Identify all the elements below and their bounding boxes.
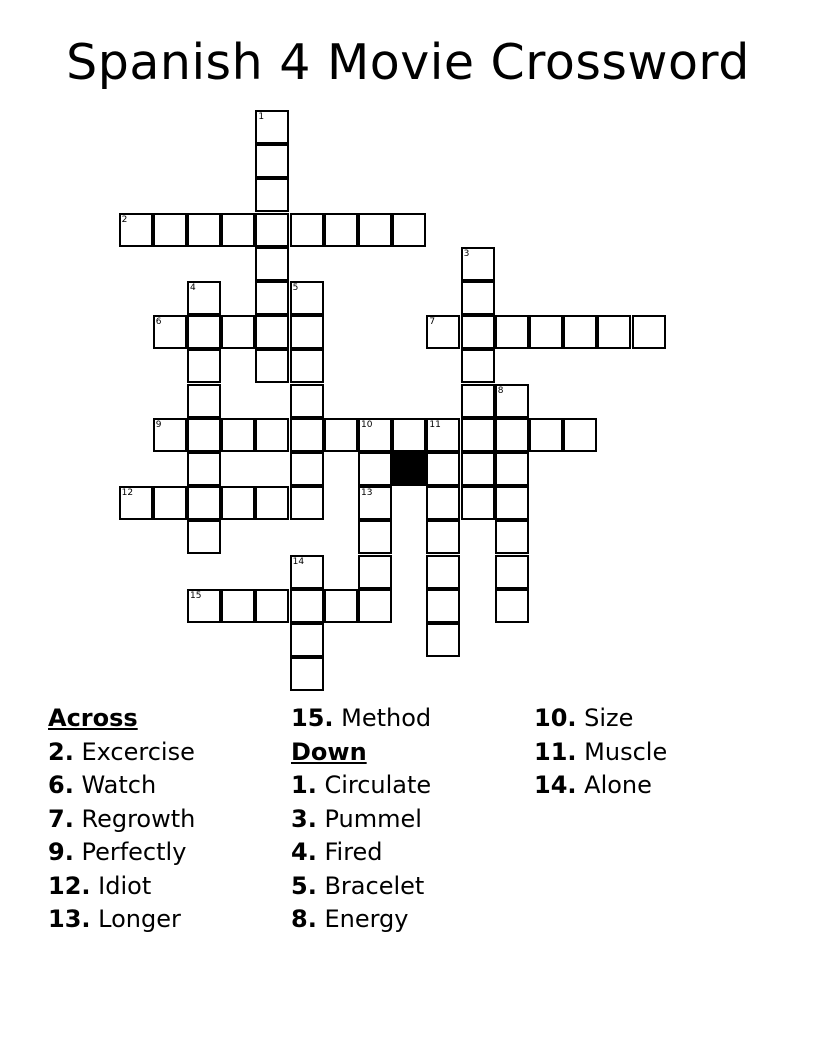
clue-down-4: 4. Fired	[291, 838, 383, 866]
grid-cell[interactable]	[187, 589, 221, 623]
grid-cell[interactable]	[187, 418, 221, 452]
grid-cell[interactable]	[153, 315, 187, 349]
grid-cell[interactable]	[187, 315, 221, 349]
grid-cell[interactable]	[255, 349, 289, 383]
grid-cell[interactable]	[255, 315, 289, 349]
clue-number: 6	[155, 317, 162, 328]
clue-number: 11	[429, 419, 441, 430]
clue-number: 15	[190, 590, 202, 601]
grid-cell[interactable]	[187, 384, 221, 418]
grid-cell[interactable]	[324, 589, 358, 623]
grid-cell[interactable]	[324, 418, 358, 452]
grid-cell[interactable]	[324, 213, 358, 247]
grid-cell[interactable]	[221, 315, 255, 349]
grid-cell[interactable]	[461, 349, 495, 383]
grid-cell[interactable]	[358, 520, 392, 554]
grid-cell[interactable]	[187, 281, 221, 315]
clue-across-9: 9. Perfectly	[48, 838, 187, 866]
clue-down-5: 5. Bracelet	[291, 871, 425, 900]
grid-cell[interactable]	[461, 452, 495, 486]
grid-cell[interactable]	[221, 589, 255, 623]
grid-cell[interactable]	[358, 213, 392, 247]
clue-down-10: 10. Size	[534, 704, 634, 732]
grid-cell[interactable]	[290, 349, 324, 383]
grid-cell[interactable]	[495, 555, 529, 589]
grid-cell[interactable]	[255, 247, 289, 281]
grid-cell[interactable]	[290, 418, 324, 452]
grid-cell[interactable]	[426, 418, 460, 452]
grid-cell[interactable]	[187, 213, 221, 247]
grid-cell[interactable]	[358, 555, 392, 589]
grid-cell[interactable]	[187, 486, 221, 520]
grid-cell[interactable]	[290, 589, 324, 623]
clue-down-14: 14. Alone	[534, 771, 652, 799]
grid-cell[interactable]	[255, 110, 289, 144]
clue-number: 7	[429, 317, 436, 328]
grid-cell[interactable]	[529, 315, 563, 349]
grid-cell[interactable]	[426, 589, 460, 623]
clue-number: 2	[121, 214, 128, 225]
clue-column-2	[291, 702, 431, 937]
grid-cell[interactable]	[495, 589, 529, 623]
clue-number: 4	[190, 283, 196, 293]
clue-column-1	[48, 702, 195, 937]
grid-cell[interactable]	[153, 213, 187, 247]
clue-across-2: 2. Excercise	[48, 737, 195, 766]
grid-cell[interactable]	[597, 315, 631, 349]
clue-across-13: 13. Longer	[48, 905, 181, 933]
grid-cell[interactable]	[290, 623, 324, 657]
grid-cell[interactable]	[495, 486, 529, 520]
clue-number: 14	[292, 556, 305, 567]
grid-cell[interactable]	[255, 213, 289, 247]
grid-cell[interactable]	[290, 384, 324, 418]
page-title: Spanish 4 Movie Crossword	[66, 34, 750, 91]
grid-cell[interactable]	[426, 555, 460, 589]
grid-cell[interactable]	[290, 555, 324, 589]
grid-cell[interactable]	[632, 315, 666, 349]
down-heading: Down	[291, 737, 367, 766]
clue-number: 8	[497, 385, 504, 396]
grid-cell[interactable]	[290, 657, 324, 691]
grid-cell[interactable]	[461, 486, 495, 520]
grid-cell[interactable]	[221, 418, 255, 452]
grid-cell[interactable]	[358, 486, 392, 520]
grid-cell[interactable]	[392, 418, 426, 452]
grid-cell[interactable]	[290, 486, 324, 520]
grid-cell[interactable]	[529, 418, 563, 452]
grid-cell[interactable]	[187, 520, 221, 554]
grid-cell[interactable]	[290, 452, 324, 486]
grid-cell[interactable]	[290, 213, 324, 247]
grid-cell[interactable]	[290, 281, 324, 315]
grid-cell[interactable]	[358, 452, 392, 486]
grid-cell[interactable]	[290, 315, 324, 349]
grid-cell[interactable]	[461, 281, 495, 315]
clue-number: 3	[463, 248, 470, 259]
shaded-cell	[392, 452, 426, 486]
grid-cell[interactable]	[255, 418, 289, 452]
grid-cell[interactable]	[495, 315, 529, 349]
clue-number: 5	[292, 283, 299, 293]
grid-cell[interactable]	[358, 418, 392, 452]
grid-cell[interactable]	[563, 418, 597, 452]
clue-down-3: 3. Pummel	[291, 804, 422, 833]
across-heading: Across	[48, 704, 138, 732]
grid-cell[interactable]	[153, 486, 187, 520]
clue-down-8: 8. Energy	[291, 905, 409, 933]
grid-cell[interactable]	[255, 144, 289, 178]
grid-cell[interactable]	[255, 281, 289, 315]
grid-cell[interactable]	[119, 213, 153, 247]
grid-cell[interactable]	[392, 213, 426, 247]
grid-cell[interactable]	[495, 418, 529, 452]
clue-number: 9	[155, 419, 162, 430]
grid-cell[interactable]	[255, 589, 289, 623]
grid-cell[interactable]	[426, 452, 460, 486]
clue-down-11: 11. Muscle	[534, 737, 668, 766]
grid-cell[interactable]	[461, 315, 495, 349]
grid-cell[interactable]	[426, 315, 460, 349]
clue-across-7: 7. Regrowth	[48, 804, 196, 833]
grid-cell[interactable]	[119, 486, 153, 520]
grid-cell[interactable]	[461, 384, 495, 418]
grid-cell[interactable]	[187, 452, 221, 486]
grid-cell[interactable]	[495, 384, 529, 418]
grid-cell[interactable]	[358, 589, 392, 623]
grid-cell[interactable]	[426, 623, 460, 657]
grid-cell[interactable]	[461, 247, 495, 281]
clue-number: 13	[361, 488, 373, 499]
clue-number: 12	[121, 488, 134, 499]
grid-cell[interactable]	[495, 520, 529, 554]
clue-column-3	[534, 702, 667, 803]
grid-cell[interactable]	[461, 418, 495, 452]
clue-across-15: 15. Method	[291, 704, 432, 732]
grid-cell[interactable]	[221, 213, 255, 247]
clue-number: 10	[361, 419, 373, 430]
clue-number: 1	[258, 112, 265, 122]
grid-cell[interactable]	[426, 520, 460, 554]
grid-cell[interactable]	[255, 178, 289, 212]
grid-cell[interactable]	[426, 486, 460, 520]
clue-across-6: 6. Watch	[48, 771, 157, 799]
grid-cell[interactable]	[495, 452, 529, 486]
clue-down-1: 1. Circulate	[291, 771, 432, 799]
grid-cell[interactable]	[187, 349, 221, 383]
grid-cell[interactable]	[255, 486, 289, 520]
grid-cell[interactable]	[563, 315, 597, 349]
grid-cell[interactable]	[221, 486, 255, 520]
clue-across-12: 12. Idiot	[48, 871, 152, 900]
grid-cell[interactable]	[153, 418, 187, 452]
